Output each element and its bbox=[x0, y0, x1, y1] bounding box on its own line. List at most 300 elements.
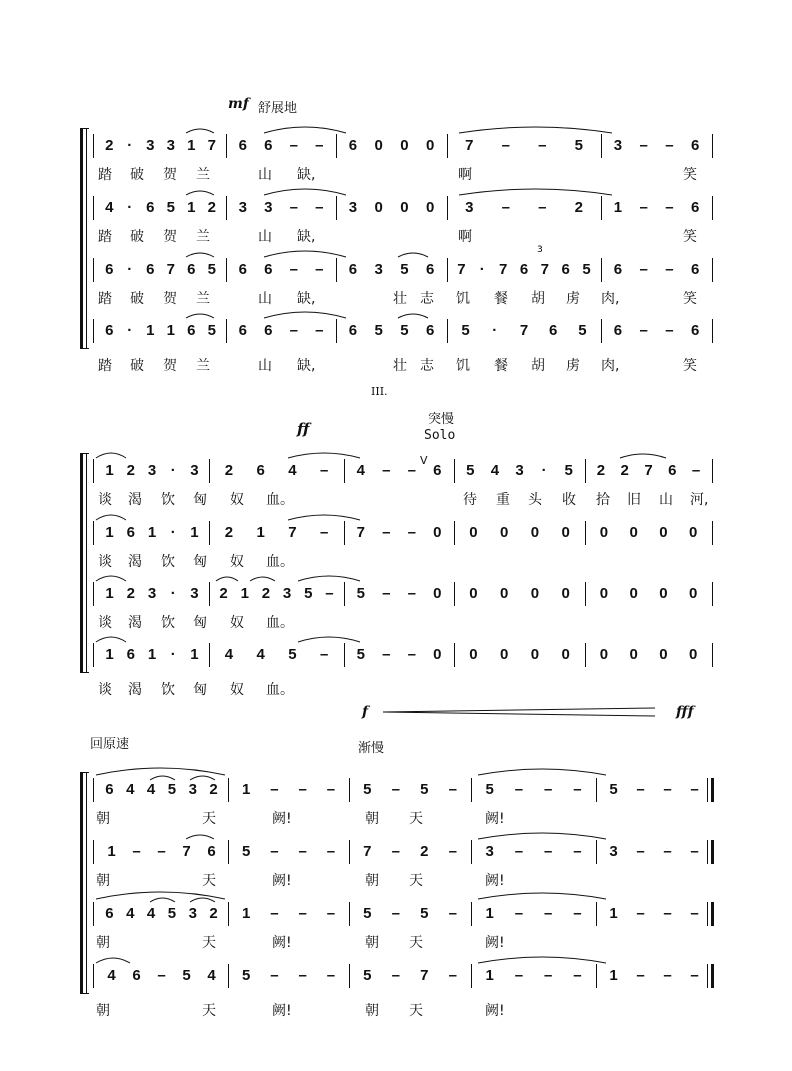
dash-extension: – bbox=[326, 843, 336, 860]
lyric-syllable: 破 bbox=[130, 229, 144, 245]
note-digit: 5 bbox=[167, 905, 177, 922]
lyric-syllable: 谈 bbox=[98, 682, 112, 698]
note-digit: 4 bbox=[256, 646, 265, 663]
note-digit: 0 bbox=[629, 585, 638, 602]
dash-extension: – bbox=[319, 646, 329, 663]
augmentation-dot: · bbox=[492, 322, 498, 339]
lyric-syllable: 饮 bbox=[161, 682, 175, 698]
note-digit: 1 bbox=[190, 524, 199, 541]
tie bbox=[478, 833, 606, 839]
note-digit: 6 bbox=[348, 261, 358, 278]
lyric-syllable: 重 bbox=[496, 492, 510, 508]
tie bbox=[288, 453, 360, 458]
barline bbox=[228, 964, 229, 988]
note-digit: 7 bbox=[465, 137, 474, 154]
note-digit: 0 bbox=[688, 585, 698, 602]
note-digit: 3 bbox=[147, 585, 157, 602]
dash-extension: – bbox=[665, 199, 674, 216]
note-digit: 0 bbox=[561, 524, 570, 541]
final-barline-thick bbox=[711, 964, 714, 988]
lyric-syllable: 志 bbox=[420, 358, 434, 374]
note-digit: 7 bbox=[182, 843, 191, 860]
lyric-syllable: 匈 bbox=[193, 682, 207, 698]
note-digit: 1 bbox=[105, 524, 114, 541]
lyric-syllable: 贺 bbox=[163, 358, 177, 374]
lyric-syllable: 奴 bbox=[230, 554, 244, 570]
note-digit: 3 bbox=[282, 585, 292, 602]
note-digit: 7 bbox=[457, 261, 466, 278]
note-digit: 5 bbox=[400, 322, 409, 339]
final-barline-thin bbox=[707, 840, 708, 864]
lyric-syllable: 朝 bbox=[96, 935, 110, 951]
lyric-syllable: 血。 bbox=[266, 492, 294, 508]
note-digit: 6 bbox=[690, 261, 700, 278]
bracket-serif bbox=[80, 128, 89, 129]
dash-extension: – bbox=[665, 261, 674, 278]
note-digit: 4 bbox=[126, 781, 135, 798]
barline bbox=[596, 964, 597, 988]
barline-start bbox=[93, 319, 94, 343]
note-digit: 5 bbox=[363, 967, 372, 984]
barline bbox=[336, 134, 337, 158]
dash-extension: – bbox=[543, 843, 553, 860]
barline bbox=[712, 258, 713, 282]
note-digit: 2 bbox=[126, 462, 135, 479]
barline bbox=[454, 459, 455, 483]
augmentation-dot: · bbox=[127, 137, 133, 154]
breath-mark: V bbox=[420, 454, 428, 467]
note-digit: 2 bbox=[620, 462, 629, 479]
dash-extension: – bbox=[636, 843, 645, 860]
lyric-syllable: 匈 bbox=[193, 554, 207, 570]
barline bbox=[712, 319, 713, 343]
note-digit: 4 bbox=[146, 781, 156, 798]
lyric-syllable: 贺 bbox=[163, 229, 177, 245]
lyric-syllable: 踏 bbox=[98, 167, 112, 183]
note-digit: 3 bbox=[465, 199, 474, 216]
slur bbox=[398, 314, 428, 318]
barline bbox=[471, 902, 472, 926]
note-digit: 0 bbox=[400, 199, 409, 216]
note-digit: 1 bbox=[107, 843, 116, 860]
lyric-syllable: 天 bbox=[409, 811, 423, 827]
lyric-syllable: 饮 bbox=[161, 615, 175, 631]
dash-extension: – bbox=[448, 905, 457, 922]
barline bbox=[596, 840, 597, 864]
dash-extension: – bbox=[573, 967, 582, 984]
note-digit: 0 bbox=[469, 585, 478, 602]
dash-extension: – bbox=[663, 843, 672, 860]
augmentation-dot: · bbox=[170, 524, 176, 541]
dash-extension: – bbox=[289, 322, 298, 339]
lyric-syllable: 兰 bbox=[196, 358, 210, 374]
note-digit: 5 bbox=[182, 967, 191, 984]
dash-extension: – bbox=[514, 843, 524, 860]
dash-extension: – bbox=[538, 137, 547, 154]
dynamic-mf: mf bbox=[228, 96, 249, 112]
note-digit: 5 bbox=[304, 585, 313, 602]
lyric-syllable: 虏 bbox=[566, 291, 580, 307]
note-digit: 5 bbox=[363, 905, 372, 922]
lyric-syllable: 朝 bbox=[96, 873, 110, 889]
slur bbox=[186, 314, 214, 318]
note-digit: 5 bbox=[167, 781, 177, 798]
lyric-syllable: 天 bbox=[202, 873, 216, 889]
lyric-syllable: 朝 bbox=[96, 1003, 110, 1019]
note-digit: 5 bbox=[564, 462, 573, 479]
dash-extension: – bbox=[573, 905, 582, 922]
note-digit: 6 bbox=[238, 261, 247, 278]
lyric-syllable: 阙! bbox=[485, 935, 505, 951]
note-digit: 6 bbox=[132, 967, 141, 984]
staff-row bbox=[0, 461, 792, 508]
dynamic-ff: ff bbox=[297, 420, 310, 438]
barline bbox=[585, 521, 586, 545]
augmentation-dot: · bbox=[479, 261, 485, 278]
dash-extension: – bbox=[325, 585, 334, 602]
dash-extension: – bbox=[448, 967, 457, 984]
lyric-syllable: 兰 bbox=[196, 167, 210, 183]
note-digit: 6 bbox=[105, 322, 114, 339]
note-digit: 5 bbox=[574, 137, 583, 154]
dash-extension: – bbox=[382, 585, 391, 602]
note-digit: 1 bbox=[609, 905, 618, 922]
dash-extension: – bbox=[298, 843, 307, 860]
note-digit: 5 bbox=[241, 967, 251, 984]
augmentation-dot: · bbox=[170, 646, 176, 663]
note-digit: 0 bbox=[499, 524, 509, 541]
tie bbox=[478, 769, 606, 775]
note-digit: 6 bbox=[264, 322, 273, 339]
lyric-syllable: 朝 bbox=[96, 811, 110, 827]
note-digit: 3 bbox=[190, 585, 199, 602]
lyric-syllable: 贺 bbox=[163, 291, 177, 307]
note-digit: 6 bbox=[126, 646, 135, 663]
lyric-syllable: 踏 bbox=[98, 229, 112, 245]
note-digit: 3 bbox=[264, 199, 273, 216]
note-digit: 7 bbox=[519, 322, 529, 339]
lyric-syllable: 谈 bbox=[98, 554, 112, 570]
lyric-syllable: 山 bbox=[258, 358, 272, 374]
note-digit: 4 bbox=[356, 462, 365, 479]
dash-extension: – bbox=[289, 261, 298, 278]
slur bbox=[190, 898, 215, 902]
staff-row bbox=[0, 584, 792, 631]
barline bbox=[601, 258, 602, 282]
lyric-syllable: 渴 bbox=[128, 682, 142, 698]
dash-extension: – bbox=[319, 524, 329, 541]
note-digit: 5 bbox=[461, 322, 470, 339]
rehearsal-mark: III. bbox=[371, 385, 388, 398]
dash-extension: – bbox=[319, 462, 329, 479]
note-digit: 2 bbox=[126, 585, 135, 602]
note-digit: 5 bbox=[609, 781, 618, 798]
barline bbox=[601, 134, 602, 158]
note-digit: 5 bbox=[420, 781, 429, 798]
dash-extension: – bbox=[270, 967, 279, 984]
tie bbox=[264, 127, 346, 133]
note-digit: 2 bbox=[219, 585, 228, 602]
bracket-serif bbox=[80, 453, 89, 454]
lyric-syllable: 匈 bbox=[193, 615, 207, 631]
slur bbox=[459, 127, 612, 133]
tuplet-number: 3 bbox=[537, 245, 543, 255]
final-barline-thin bbox=[707, 902, 708, 926]
note-digit: 1 bbox=[240, 585, 249, 602]
lyric-syllable: 山 bbox=[258, 229, 272, 245]
note-digit: 6 bbox=[126, 524, 135, 541]
note-digit: 2 bbox=[207, 199, 216, 216]
barline bbox=[228, 902, 229, 926]
dash-extension: – bbox=[538, 199, 547, 216]
barline bbox=[349, 840, 350, 864]
barline bbox=[226, 319, 227, 343]
barline bbox=[226, 196, 227, 220]
tie bbox=[264, 251, 346, 257]
staff-row bbox=[0, 904, 792, 951]
note-digit: 6 bbox=[146, 261, 155, 278]
lyric-syllable: 饮 bbox=[161, 554, 175, 570]
note-digit: 7 bbox=[356, 524, 365, 541]
note-digit: 1 bbox=[190, 646, 199, 663]
lyric-syllable: 匈 bbox=[193, 492, 207, 508]
barline bbox=[228, 778, 229, 802]
note-digit: 6 bbox=[187, 322, 196, 339]
dash-extension: – bbox=[326, 967, 336, 984]
lyric-syllable: 阙! bbox=[272, 811, 292, 827]
note-digit: 6 bbox=[425, 261, 435, 278]
barline bbox=[712, 196, 713, 220]
lyric-syllable: 踏 bbox=[98, 291, 112, 307]
augmentation-dot: · bbox=[127, 199, 133, 216]
slur bbox=[186, 191, 214, 195]
solo-label: Solo bbox=[424, 428, 456, 443]
barline bbox=[344, 521, 345, 545]
note-digit: 0 bbox=[688, 646, 698, 663]
note-digit: 5 bbox=[288, 646, 297, 663]
note-digit: 6 bbox=[519, 261, 529, 278]
staff-row bbox=[0, 260, 792, 307]
lyric-syllable: 天 bbox=[202, 935, 216, 951]
dash-extension: – bbox=[690, 905, 699, 922]
note-digit: 6 bbox=[690, 322, 700, 339]
note-digit: 5 bbox=[420, 905, 429, 922]
dash-extension: – bbox=[270, 905, 279, 922]
note-digit: 2 bbox=[574, 199, 583, 216]
dash-extension: – bbox=[270, 781, 279, 798]
dash-extension: – bbox=[157, 967, 166, 984]
lyric-syllable: 笑 bbox=[683, 358, 697, 374]
staff-row bbox=[0, 645, 792, 698]
note-digit: 0 bbox=[425, 199, 435, 216]
note-digit: 0 bbox=[530, 524, 540, 541]
barline bbox=[447, 319, 448, 343]
note-digit: 2 bbox=[224, 524, 234, 541]
barline bbox=[712, 459, 713, 483]
lyric-syllable: 壮 bbox=[393, 291, 407, 307]
slur bbox=[96, 515, 126, 520]
lyric-syllable: 壮 bbox=[393, 358, 407, 374]
note-digit: 0 bbox=[433, 585, 442, 602]
barline bbox=[226, 258, 227, 282]
barline bbox=[349, 902, 350, 926]
note-digit: 0 bbox=[599, 585, 609, 602]
note-digit: 2 bbox=[596, 462, 606, 479]
note-digit: 4 bbox=[146, 905, 156, 922]
barline bbox=[585, 582, 586, 606]
note-digit: 4 bbox=[490, 462, 500, 479]
lyric-syllable: 天 bbox=[409, 935, 423, 951]
slur bbox=[186, 129, 214, 133]
lyric-syllable: 啊 bbox=[458, 229, 472, 245]
note-digit: 6 bbox=[425, 322, 435, 339]
barline bbox=[585, 459, 586, 483]
barline bbox=[712, 521, 713, 545]
note-digit: 3 bbox=[485, 843, 494, 860]
dash-extension: – bbox=[639, 322, 648, 339]
note-digit: 4 bbox=[126, 905, 135, 922]
note-digit: 1 bbox=[256, 524, 265, 541]
staff-row bbox=[0, 842, 792, 889]
slur bbox=[96, 637, 126, 642]
dash-extension: – bbox=[448, 843, 457, 860]
note-digit: 4 bbox=[207, 967, 216, 984]
note-digit: 5 bbox=[207, 261, 216, 278]
lyric-syllable: 渴 bbox=[128, 615, 142, 631]
barline-start bbox=[93, 582, 94, 606]
note-digit: 5 bbox=[356, 585, 365, 602]
ritardando-text: 渐慢 bbox=[358, 741, 385, 756]
note-digit: 1 bbox=[166, 322, 175, 339]
lyric-syllable: 缺, bbox=[297, 358, 316, 374]
note-digit: 0 bbox=[433, 524, 442, 541]
tempo-a-tempo: 回原速 bbox=[90, 737, 130, 752]
barline bbox=[712, 643, 713, 667]
dash-extension: – bbox=[391, 967, 400, 984]
barline-start bbox=[93, 134, 94, 158]
note-digit: 6 bbox=[105, 781, 114, 798]
barline-start bbox=[93, 643, 94, 667]
note-digit: 5 bbox=[466, 462, 475, 479]
dash-extension: – bbox=[157, 843, 166, 860]
note-digit: 3 bbox=[147, 462, 157, 479]
dash-extension: – bbox=[501, 199, 510, 216]
note-digit: 2 bbox=[224, 462, 234, 479]
note-digit: 6 bbox=[256, 462, 265, 479]
barline bbox=[454, 582, 455, 606]
note-digit: 0 bbox=[530, 646, 540, 663]
note-digit: 6 bbox=[690, 137, 700, 154]
barline bbox=[712, 582, 713, 606]
note-digit: 7 bbox=[207, 137, 216, 154]
system-bracket-inner bbox=[86, 453, 87, 673]
dash-extension: – bbox=[573, 781, 582, 798]
lyric-syllable: 餐 bbox=[494, 358, 508, 374]
lyric-syllable: 奴 bbox=[230, 492, 244, 508]
slur bbox=[96, 892, 225, 899]
dash-extension: – bbox=[315, 322, 324, 339]
note-digit: 6 bbox=[348, 137, 358, 154]
lyric-syllable: 饮 bbox=[161, 492, 175, 508]
note-digit: 5 bbox=[578, 322, 587, 339]
lyric-syllable: 朝 bbox=[365, 811, 379, 827]
augmentation-dot: · bbox=[127, 322, 133, 339]
barline-start bbox=[93, 778, 94, 802]
dash-extension: – bbox=[132, 843, 141, 860]
note-digit: 0 bbox=[561, 585, 570, 602]
lyric-syllable: 天 bbox=[202, 1003, 216, 1019]
note-digit: 0 bbox=[659, 524, 668, 541]
final-barline-thick bbox=[711, 840, 714, 864]
lyric-syllable: 河, bbox=[690, 492, 709, 508]
note-digit: 6 bbox=[105, 905, 114, 922]
note-digit: 1 bbox=[609, 967, 618, 984]
system-bracket bbox=[80, 128, 83, 349]
barline bbox=[226, 134, 227, 158]
dash-extension: – bbox=[639, 137, 648, 154]
tie bbox=[264, 189, 346, 195]
dash-extension: – bbox=[315, 261, 324, 278]
note-digit: 6 bbox=[549, 322, 558, 339]
system-bracket bbox=[80, 772, 83, 994]
barline-start bbox=[93, 964, 94, 988]
dash-extension: – bbox=[315, 137, 324, 154]
note-digit: 0 bbox=[659, 646, 668, 663]
dash-extension: – bbox=[690, 967, 699, 984]
tie bbox=[264, 312, 346, 318]
slur bbox=[96, 768, 225, 775]
lyric-syllable: 旧 bbox=[627, 492, 641, 508]
bracket-serif bbox=[80, 772, 89, 773]
staff-row bbox=[0, 198, 792, 245]
slur bbox=[186, 835, 214, 839]
dash-extension: – bbox=[289, 199, 298, 216]
note-digit: 7 bbox=[644, 462, 653, 479]
bracket-serif bbox=[80, 348, 89, 349]
dash-extension: – bbox=[382, 646, 391, 663]
note-digit: 3 bbox=[146, 137, 155, 154]
note-digit: 0 bbox=[629, 524, 638, 541]
lyric-syllable: 肉, bbox=[601, 291, 620, 307]
dash-extension: – bbox=[639, 199, 648, 216]
dash-extension: – bbox=[663, 967, 672, 984]
barline bbox=[447, 196, 448, 220]
note-digit: 0 bbox=[469, 524, 478, 541]
note-digit: 4 bbox=[107, 967, 116, 984]
dash-extension: – bbox=[382, 524, 391, 541]
dash-extension: – bbox=[407, 524, 416, 541]
dash-extension: – bbox=[298, 905, 307, 922]
lyric-syllable: 兰 bbox=[196, 229, 210, 245]
note-digit: 6 bbox=[238, 137, 247, 154]
note-digit: 1 bbox=[485, 905, 494, 922]
note-digit: 5 bbox=[400, 261, 409, 278]
note-digit: 1 bbox=[147, 646, 157, 663]
dash-extension: – bbox=[391, 905, 400, 922]
slur bbox=[96, 576, 126, 581]
note-digit: 7 bbox=[166, 261, 175, 278]
note-digit: 0 bbox=[433, 646, 442, 663]
lyric-syllable: 渴 bbox=[128, 492, 142, 508]
dash-extension: – bbox=[636, 781, 645, 798]
note-digit: 0 bbox=[599, 524, 609, 541]
note-digit: 2 bbox=[261, 585, 271, 602]
dash-extension: – bbox=[514, 967, 524, 984]
dash-extension: – bbox=[382, 462, 391, 479]
note-digit: 5 bbox=[374, 322, 383, 339]
barline-start bbox=[93, 459, 94, 483]
lyric-syllable: 肉, bbox=[601, 358, 620, 374]
